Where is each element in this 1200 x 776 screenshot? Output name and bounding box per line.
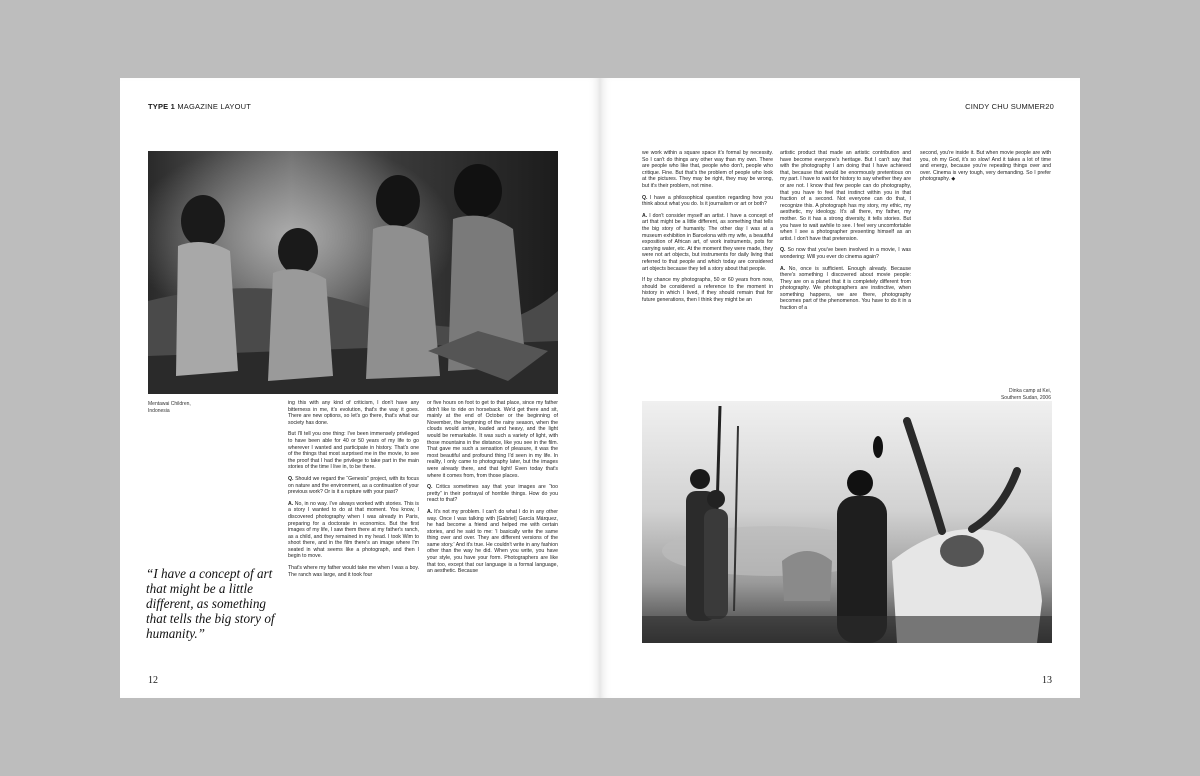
paragraph: artistic product that made an artistic contribution and have become everyone's heritage. But I can't say that with the photography I am doing that I have achieved that, because that would be enormously pretentious on my part. I have to wait for history to say whether they are or are not. I know that few people can do photography, that you have to feel that instinct within you in that fraction of a second. Not everyone can do that, I recognize this. A photograph has my story, my ethic, my aesthetic, my ideology. It's all there, my father, my mother. So it has a strong diversity, it tells stories. But you have to wait awhile to see. I feel very uncomfortable when I see a photographer presenting himself as an artist. I don't have that pretension. [780, 150, 911, 242]
mentawai-children-photo [148, 151, 558, 394]
paragraph: If by chance my photographs, 50 or 60 years from now, should be considered a reference to the moment in history in which I lived, if they should remain that for future generations, then I think they might be an [642, 277, 773, 303]
right-column-1 [642, 150, 773, 308]
left-page [120, 78, 600, 698]
question-paragraph: Q. Critics sometimes say that your images are “too pretty” in their portrayal of horrible things. How do you react to that? [427, 484, 558, 504]
left-column-1 [288, 400, 419, 583]
paragraph: ing this with any kind of criticism, I don't have any bitterness in me, it's evolution, that's the way it goes. There are new options, so let's go there, that's what our society has done. [288, 400, 419, 426]
paragraph: or five hours on foot to get to that place, since my father didn't like to ride on horseback. We'd get there and sit, mainly at the end of October or the beginning of November, the beginning of the rainy season, when the clouds would arrive, loaded and heavy, and the light would be remarkable. It was such a variety of light, with those mountains in the distance, like you see in the film. That gave me such a sensation of pleasure, it was the most beautiful and profound thing I'd seen in my life. In reality, I only came to photography later, but the images were already there, and that light! Even today that's where it comes from, from those places. [427, 400, 558, 479]
page-number-right: 13 [1042, 675, 1052, 686]
answer-paragraph: A. It's not my problem. I can't do what I do in any other way. Once I was talking with [Gabriel] García Márquez, he had become a friend and helped me with certain stories, and he said to me: 'I basically write the same thing over and over. They are different versions of the same story.' And it's true. He couldn't write in any fashion other than the way he did. When you write, you have your style, you have your form. Photographers are like that too, except that our language is a formal language, an aesthetic. Because [427, 508, 558, 575]
question-paragraph: Q. Should we regard the “Genesis” project, with its focus on nature and the environment, as a continuation of your previous work? Or is it a rupture with your past? [288, 475, 419, 496]
dinka-camp-photo [642, 401, 1052, 643]
paragraph: we work within a square space it's formal by necessity. So I can't do things any other way than my own. There are people who like that, people who don't, people who critique. Fine. But that's the problem of people who look at the pictures. They may be right, they may be wrong, but it's their problem, not mine. [642, 150, 773, 189]
question-paragraph: Q. I have a philosophical question regarding how you think about what you do. Is it journalism or art or both? [642, 194, 773, 208]
paragraph: But I'll tell you one thing: I've been immensely privileged to have been able for 40 or 50 years of my life to go wherever I wanted and participate in history. That's one of the things that most surprised me in the movie, to see the proof that I had the privilege to take part in the main stories of the time I live in, to be there. [288, 431, 419, 471]
right-column-3 [920, 150, 1051, 188]
right-column-2 [780, 150, 911, 317]
paragraph: second, you're inside it. But when movie people are with you, oh my God, it's so slow! And it takes a lot of time and energy, because you're repeating things over and over. Cinema is very tough, very demanding. So I prefer photography. ◆ [920, 150, 1051, 183]
right-page [600, 78, 1080, 698]
photo-caption-right: Dinka camp at Kei, Southern Sudan, 2006 [1000, 388, 1051, 401]
page-number-left: 12 [148, 675, 158, 686]
running-head-right: CINDY CHU SUMMER20 [965, 102, 1054, 111]
photo-caption-left: Mentawai Children, Indonesia [148, 401, 191, 414]
running-head-left: TYPE 1 MAGAZINE LAYOUT [148, 102, 252, 111]
pull-quote: “I have a concept of art that might be a little different, as something that tells the big story of humanity.” [146, 566, 275, 641]
answer-paragraph: A. I don't consider myself an artist. I have a concept of art that might be a little different, as something that tells the big story of humanity. The other day I was at a museum exhibition in Barcelona with my wife, a beautiful exposition of African art, of work instruments, pots for carrying water, etc. At the moment they were made, they were not art objects, but instruments for daily living that referred to that people and which today are considered art objects because they tell a story about that people. [642, 212, 773, 272]
answer-paragraph: A. No, in no way. I've always worked with stories. This is a story I wanted to do at that moment. You know, I discovered photography when I was already in Paris, preparing for a doctorate in economics. But the first images of my life, I saw them there at my father's ranch, as a child, and they remained in my head. I took Wim to shoot there, and in the film there's an image where I'm seated in what seems like a photograph, and then I begin to move. [288, 500, 419, 560]
left-column-2 [427, 400, 558, 580]
answer-paragraph: A. No, once is sufficient. Enough already. Because there's something I discovered about movie people: They are on a planet that it is completely different from photography. We photographers are instinctive, when something happens, we are there, photography becomes part of the phenomenon. You have to do it in a fraction of a [780, 265, 911, 312]
paragraph: That's where my father would take me when I was a boy. The ranch was large, and it took four [288, 565, 419, 578]
question-paragraph: Q. So now that you've been involved in a movie, I was wondering: Will you ever do cinema again? [780, 247, 911, 260]
